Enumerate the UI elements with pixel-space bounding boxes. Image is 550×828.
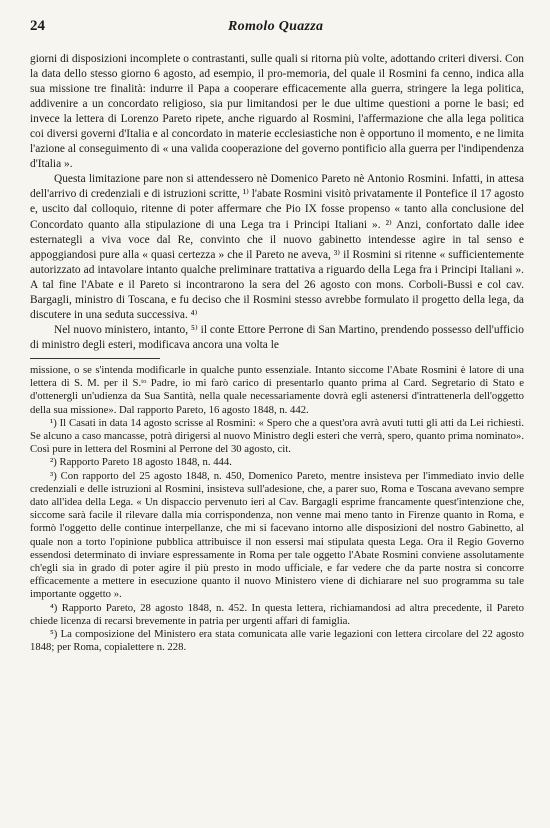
footnote-continuation: missione, o se s'intenda modificarle in qualche punto essenziale. Intanto siccome l'Abate Rosmini è latore di una lettera di S. M. per il S.ᵗᵒ Padre, io mi farò carico di presentarlo quanto prima al Card. Segretario di Stato e d'ottenergli un'udienza da Sua Santità, nella quale necessariamente dovrà egli astenersi d'intrattenerla dell'oggetto della sua missione». Dal rapporto Pareto, 16 agosto 1848, n. 442.: [30, 363, 524, 416]
footnote-text: Con rapporto del 25 agosto 1848, n. 450, Domenico Pareto, mentre insisteva per l'immediato invio delle credenziali e delle istruzioni al Rosmini, insisteva sull'adesione, che, a parer suo, Roma e Toscana avevano sempre dato all'idea della Lega. « Un dispaccio pervenuto ieri al Cav. Bargagli esprime francamente quest'intenzione che, siccome sarà facile il rilevare dalla mia corrispondenza, non venne mai meno tanto in Firenze quanto in Roma, e formò l'oggetto delle continue interpellanze, che mi si facevano intorno alle disposizioni del nostro Gabinetto, al quale non a torto l'opinione pubblica attribuisce il non essersi mai stipulata questa Lega. Ora il Regio Governo essendosi determinato di inviare espressamente in Roma per tale oggetto l'Abate Rosmini conviene assolutamente ch'egli sia in grado di poter agire il più presto in modo ufficiale, e far vedere che da parte nostra si concorre efficacemente a mettere in esecuzione quanto il nuovo Ministero viene di dichiarare nel suo programma su tale importante oggetto ».: [30, 469, 524, 601]
footnote-mark: ⁵): [50, 628, 58, 640]
body-paragraph: Questa limitazione pare non si attendessero nè Domenico Pareto nè Antonio Rosmini. Infatti, in attesa dell'arrivo di credenziali e di istruzioni scritte, ¹⁾ l'abate Rosmini visitò privatamente il Pontefice il 17 agosto e, uscito dal colloquio, ritenne di poter affermare che Pio IX fosse propenso « tanto alla conclusione del Concordato quanto alla stipulazione di una Lega tra i Principi Italiani ». ²⁾ Anzi, confortato dalle idee esternategli a viva voce dal Re, convinto che il nuovo gabinetto intendesse agire in tal senso e appoggiandosi pure alla « quasi certezza » che il Pareto ne aveva, ³⁾ il Rosmini si ritenne « sufficientemente autorizzato ad intavolare intanto qualche preliminare trattativa a riguardo della Lega fra i Principi Italiani ». A tal fine l'Abate e il Pareto si incontrarono la sera del 26 agosto con mons. Corboli-Bussi e col cav. Bargagli, ministro di Toscana, e fu deciso che il Rosmini stesso avrebbe formulato il progetto della lega, da discutere in una seduta successiva. ⁴⁾: [30, 173, 524, 321]
footnote-mark: ¹): [50, 416, 57, 429]
running-head-author: Romolo Quazza: [228, 19, 324, 34]
footnote: [30, 456, 524, 469]
footnote-text: Il Casati in data 14 agosto scrisse al Rosmini: « Spero che a quest'ora avrà avuti tutti gli atti da Lei richiesti. Se alcuno a caso mancasse, potrà dirigersi al nuovo Ministro degli esteri che verrà, spero, quanto prima nominato». Così pure in lettera del Rosmini al Perrone del 30 agosto, cit.: [30, 416, 524, 456]
body-paragraph: giorni di disposizioni incomplete o contrastanti, sulle quali si ritorna più volte, adottando criteri diversi. Con la data dello stesso giorno 6 agosto, ad esempio, il pro-memoria, del quale il Rosmini fa cenno, indica alla sua missione tre finalità: indurre il Papa a cooperare efficacemente alla guerra, stringere la lega politica, addivenire a un concordato religioso, sia pur limitandosi per le due ultime questioni a porne le basi; ed invece la lettera di Lorenzo Pareto ripete, anche riguardo al Rosmini, l'affermazione che alla lega politica coi diversi governi d'Italia e al concordato in materie ecclesiastiche non è opportuno il momento, e ne limita l'azione al conseguimento di « una valida cooperazione del governo pontificio alla guerra per l'indipendenza d'Italia ».: [30, 53, 524, 171]
footnote: [30, 602, 524, 628]
page-header: [30, 18, 524, 42]
main-text: [30, 52, 524, 353]
body-paragraph: Nel nuovo ministero, intanto, ⁵⁾ il conte Ettore Perrone di San Martino, prendendo possesso dell'ufficio di ministro degli esteri, modificava ancora una volta le: [30, 323, 524, 351]
book-page: [30, 18, 524, 654]
footnotes: [30, 364, 524, 654]
footnote: [30, 470, 524, 602]
footnote-mark: ⁴): [50, 601, 58, 614]
footnote-separator: [30, 358, 160, 359]
page-number: 24: [30, 18, 45, 34]
footnote-text: Rapporto Pareto 18 agosto 1848, n. 444.: [59, 456, 232, 469]
footnote-mark: ³): [50, 469, 57, 482]
footnote-text: La composizione del Ministero era stata comunicata alle varie legazioni con lettera circolare del 22 agosto 1848; per Roma, copialettere n. 228.: [30, 628, 524, 654]
footnote-text: Rapporto Pareto, 28 agosto 1848, n. 452. In questa lettera, richiamandosi ad altra precedente, il Pareto chiede licenza di recarsi brevemente in patria per urgenti affari di famiglia.: [30, 601, 524, 627]
footnote-mark: ²): [50, 456, 57, 469]
footnote: [30, 628, 524, 654]
footnote: [30, 417, 524, 457]
